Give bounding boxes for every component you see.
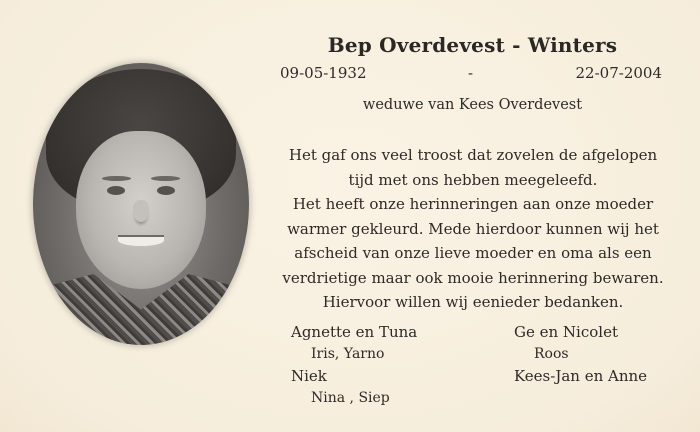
date-separator: - <box>468 64 474 82</box>
family-children: Nina , Siep <box>311 390 390 406</box>
smile <box>118 235 165 246</box>
life-dates <box>280 64 665 84</box>
portrait-face <box>76 131 206 289</box>
thank-you-message <box>278 143 668 315</box>
message-line: tijd met ons hebben meegeleefd. <box>348 170 598 189</box>
left-eye <box>107 186 125 195</box>
family-parents: Agnette en Tuna <box>291 323 418 341</box>
family-children: Roos <box>534 346 569 362</box>
right-brow <box>151 176 180 181</box>
widow-line: weduwe van Kees Overdevest <box>362 97 583 113</box>
death-date: 22-07-2004 <box>575 64 662 82</box>
nose <box>133 200 149 222</box>
family-children: Iris, Yarno <box>311 346 385 362</box>
message-line: Het gaf ons veel troost dat zovelen de afgelopen <box>288 146 658 164</box>
left-brow <box>102 176 131 181</box>
birth-date: 09-05-1932 <box>280 64 367 82</box>
message-line: verdrietige maar ook mooie herinnering bewaren. <box>282 268 664 287</box>
portrait-photo <box>33 63 249 345</box>
message-line: afscheid van onze lieve moeder en oma als een <box>294 244 652 262</box>
message-line: Hiervoor willen wij eenieder bedanken. <box>322 293 624 311</box>
family-list-left <box>291 321 417 409</box>
right-eye <box>157 186 175 195</box>
family-list-right <box>514 321 647 387</box>
family-parents: Ge en Nicolet <box>514 323 618 341</box>
family-parents: Niek <box>291 367 327 385</box>
message-line: warmer gekleurd. Mede hierdoor kunnen wij het <box>287 219 659 238</box>
deceased-name: Bep Overdevest - Winters <box>327 33 618 57</box>
family-parents: Kees-Jan en Anne <box>514 367 648 385</box>
message-line: Het heeft onze herinneringen aan onze moeder <box>292 195 654 213</box>
